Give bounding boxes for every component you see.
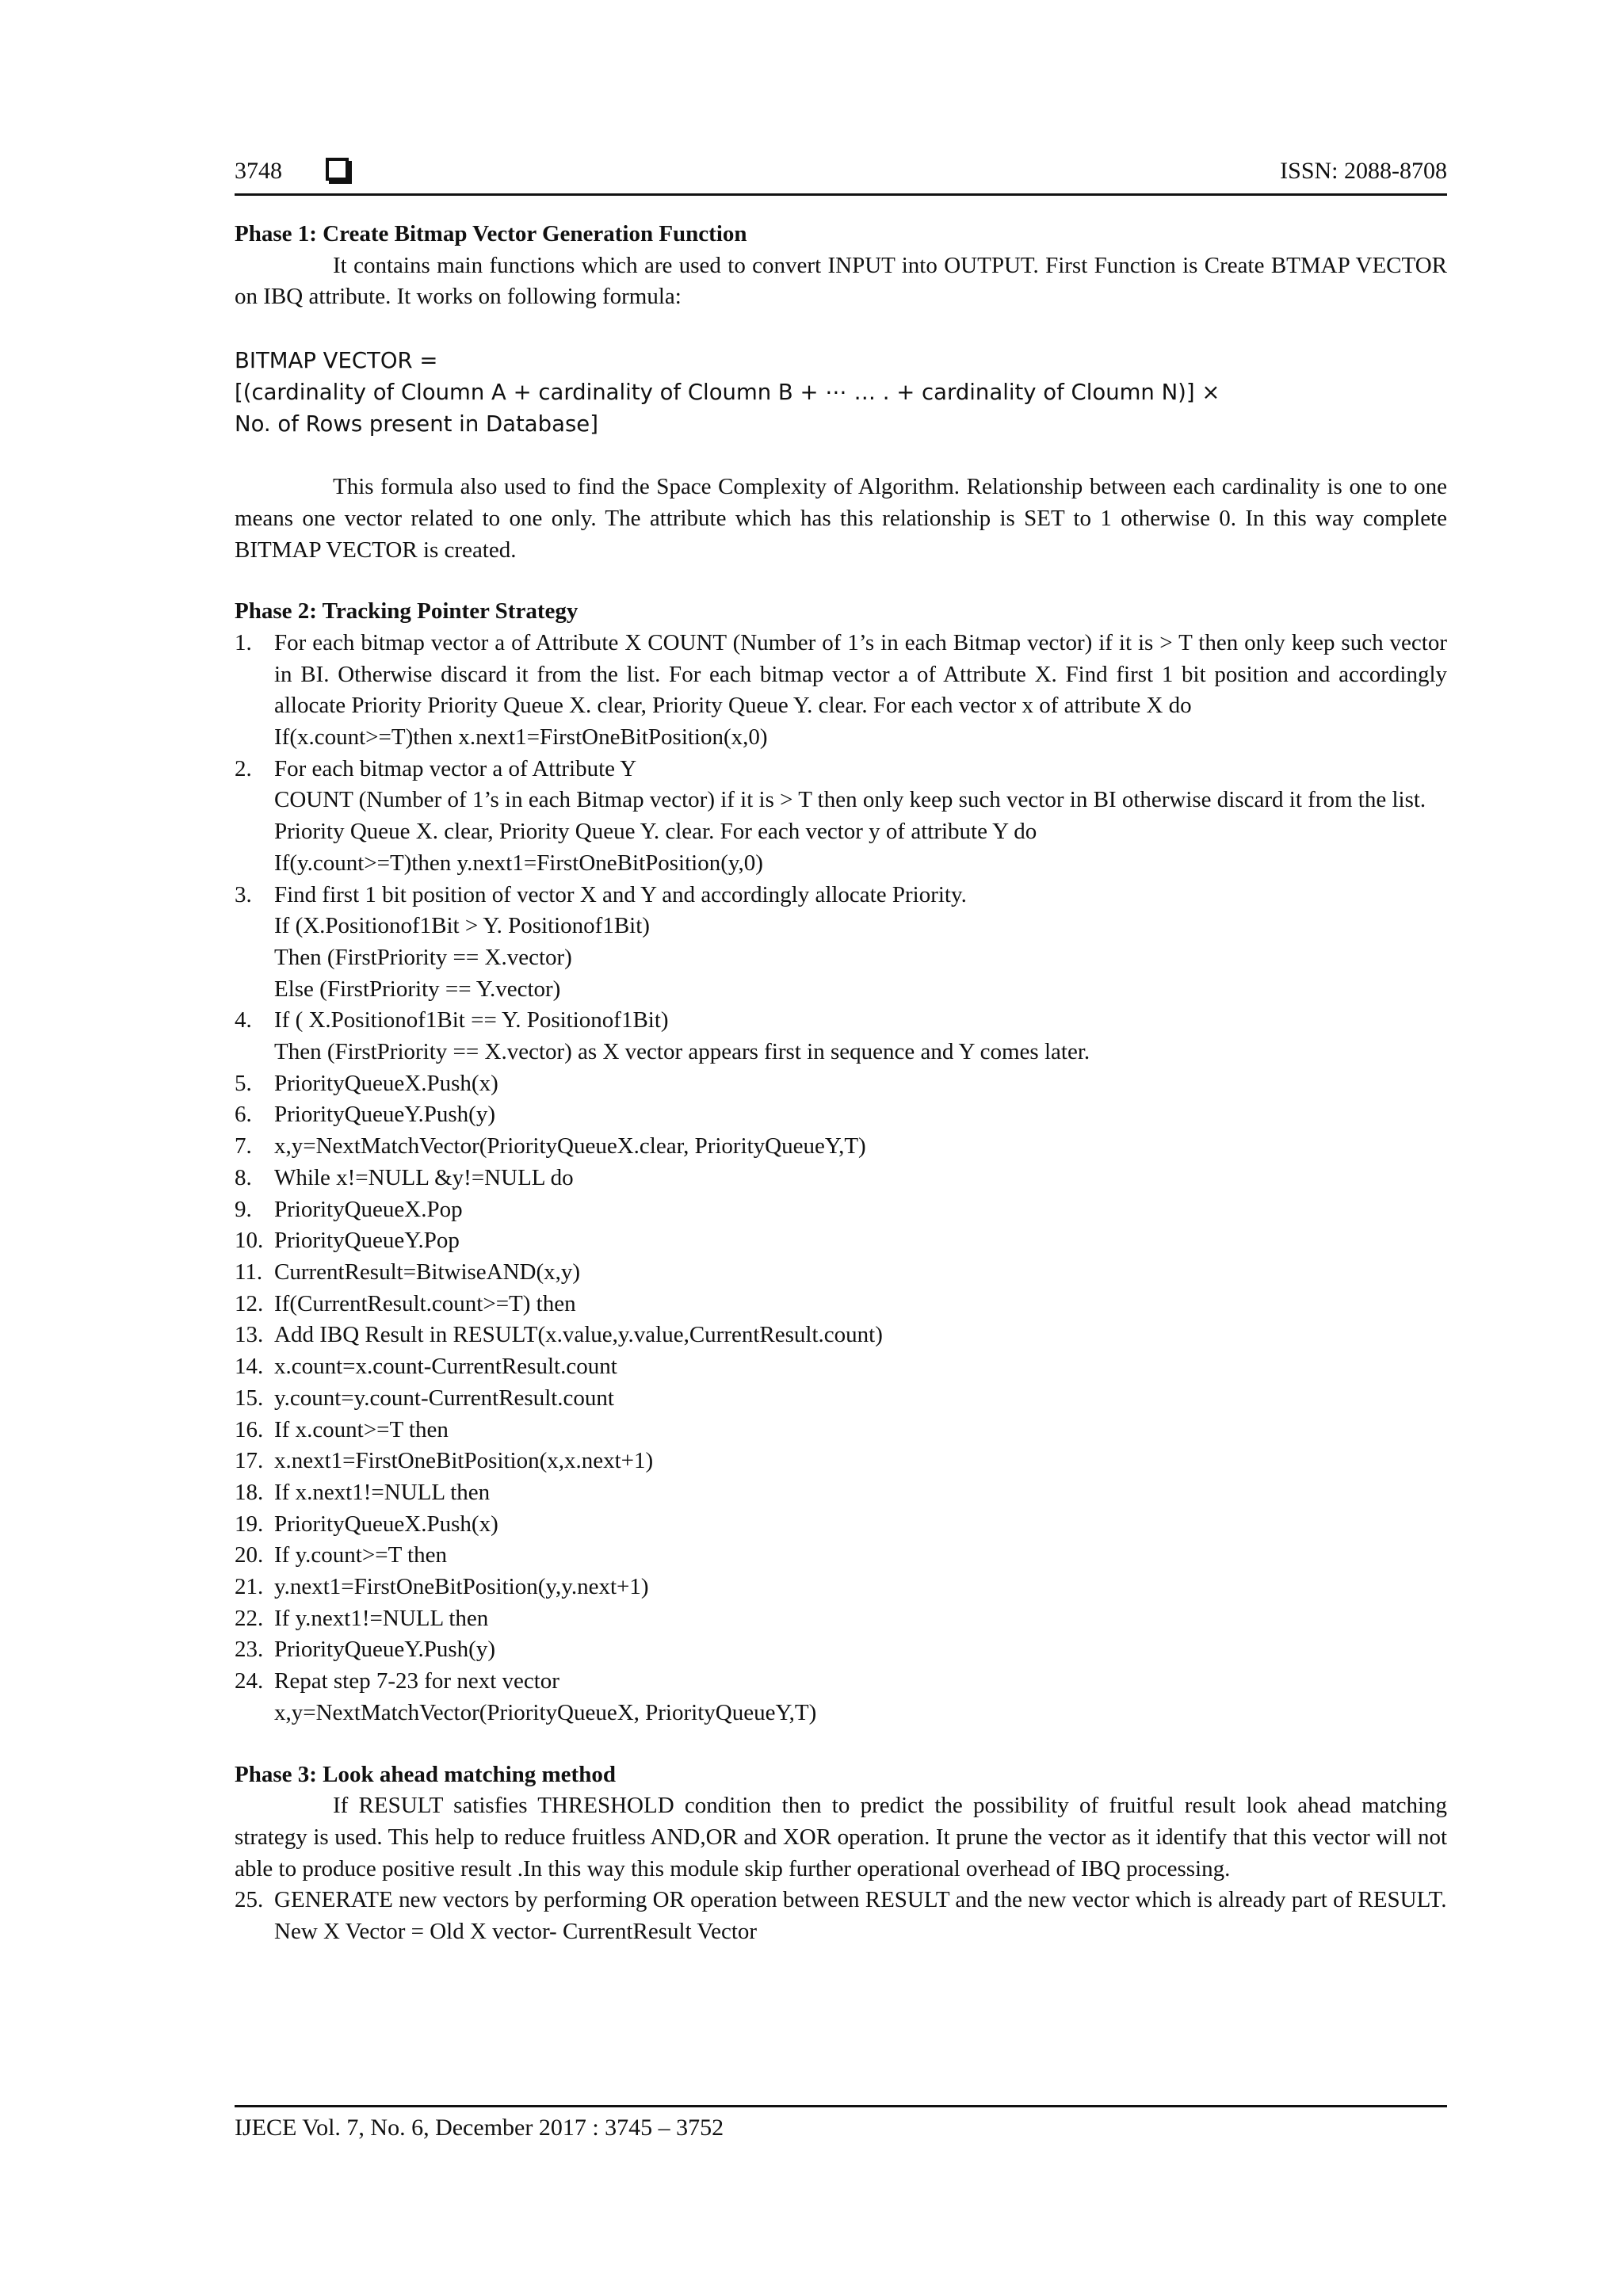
phase3-heading: Phase 3: Look ahead matching method [235,1761,616,1787]
list-item [235,1603,1447,1635]
step-line: Else (FirstPriority == Y.vector) [274,976,561,1002]
step-line: x.count=x.count-CurrentResult.count [274,1354,617,1380]
list-item [235,1509,1447,1541]
step-line: If (X.Positionof1Bit > Y. Positionof1Bit) [274,913,650,939]
step-line: Find first 1 bit position of vector X and Y and accordingly allocate Priority. [274,881,967,907]
list-item [235,1446,1447,1477]
step-number: 15. [235,1385,264,1411]
phase3-step-list [235,1885,1447,1916]
step-line: COUNT (Number of 1’s in each Bitmap vector) if it is > T then only keep such vector in BI otherwise discard it from the list. [274,787,1426,813]
step-number: 25. [235,1887,264,1913]
journal-citation: IJECE Vol. 7, No. 6, December 2017 : 3745 – 3752 [235,2115,724,2141]
step-number: 6. [235,1102,252,1128]
bitmap-formula [235,345,1447,440]
list-item [235,1383,1447,1415]
page-footer [235,2105,1447,2144]
issn-label: ISSN: 2088-8708 [1280,158,1447,184]
step-line: Then (FirstPriority == X.vector) as X vector appears first in sequence and Y comes later. [274,1039,1090,1065]
list-item [235,1068,1447,1100]
list-item [235,1257,1447,1289]
step-line: Then (FirstPriority == X.vector) [274,944,572,970]
step-number: 10. [235,1228,264,1254]
list-item [235,1415,1447,1446]
step-line: Priority Queue X. clear, Priority Queue Y. clear. For each vector y of attribute Y do [274,819,1037,845]
step-line: While x!=NULL &y!=NULL do [274,1164,574,1190]
step-line: If y.count>=T then [274,1542,447,1568]
page-header [235,155,1447,197]
header-rule [235,193,1447,196]
list-item [235,1885,1447,1916]
step-line: New X Vector = Old X vector- CurrentResult Vector [274,1919,758,1945]
step-number: 22. [235,1605,264,1631]
step-number: 12. [235,1290,264,1316]
spacer [235,313,1447,345]
list-item [235,754,1447,880]
step-line: x,y=NextMatchVector(PriorityQueueX.clear, PriorityQueueY,T) [274,1133,866,1159]
step-number: 19. [235,1511,264,1537]
step-number: 1. [235,629,252,655]
formula-line: BITMAP VECTOR = [235,348,438,374]
step-line: y.next1=FirstOneBitPosition(y,y.next+1) [274,1574,649,1600]
step-number: 23. [235,1637,264,1663]
step-line: PriorityQueueX.Push(x) [274,1070,498,1096]
list-item [235,1540,1447,1572]
step-line: PriorityQueueY.Push(y) [274,1102,495,1128]
step-line: CurrentResult=BitwiseAND(x,y) [274,1259,581,1285]
article-body [235,219,1447,1948]
phase1-heading: Phase 1: Create Bitmap Vector Generation Function [235,221,747,246]
step-number: 13. [235,1322,264,1348]
list-item [235,1194,1447,1226]
step-number: 20. [235,1542,264,1568]
list-item [235,628,1447,754]
list-item [235,1131,1447,1163]
step-line: PriorityQueueY.Push(y) [274,1637,495,1663]
step-line: If(y.count>=T)then y.next1=FirstOneBitPosition(y,0) [274,850,763,876]
step-line: PriorityQueueX.Push(x) [274,1511,498,1537]
list-item [235,1351,1447,1383]
step-number: 3. [235,881,252,907]
step-number: 8. [235,1164,252,1190]
step-line: For each bitmap vector a of Attribute Y [274,755,637,781]
step-line: PriorityQueueY.Pop [274,1228,460,1254]
list-item [235,1289,1447,1320]
spacer [235,1729,1447,1759]
list-item [235,1099,1447,1131]
step-line: If x.count>=T then [274,1416,449,1442]
step-number: 14. [235,1354,264,1380]
step-number: 16. [235,1416,264,1442]
step-number: 17. [235,1448,264,1474]
list-item [235,1163,1447,1194]
step-line: Repat step 7-23 for next vector [274,1668,559,1694]
step-line: If ( X.Positionof1Bit == Y. Positionof1Bit) [274,1007,669,1033]
step-line: If(CurrentResult.count>=T) then [274,1290,576,1316]
footer-rule [235,2105,1447,2107]
phase2-step-list [235,628,1447,1729]
list-item [235,1666,1447,1729]
list-item [235,1572,1447,1603]
step-number: 2. [235,755,252,781]
list-item [235,1320,1447,1351]
step-line: GENERATE new vectors by performing OR operation between RESULT and the new vector which is already part of RESULT. [274,1887,1447,1913]
step-line: If x.next1!=NULL then [274,1479,491,1505]
list-item [235,880,1447,1006]
step-line: PriorityQueueX.Pop [274,1196,463,1222]
spacer [235,440,1447,472]
page-number: 3748 [235,158,282,184]
step-number: 11. [235,1259,263,1285]
list-item [235,1225,1447,1257]
step-line: For each bitmap vector a of Attribute X COUNT (Number of 1’s in each Bitmap vector) if it is > T then only keep such vector in BI. Otherwise discard it from the list. For each bitmap vector a of Attribute X. Find first 1 bit position and accordingly allocate Priority Priority Queue X. clear, Priority Queue Y. clear. For each vector x of attribute X do [274,629,1447,719]
step-number: 5. [235,1070,252,1096]
step-number: 21. [235,1574,264,1600]
step-line: x.next1=FirstOneBitPosition(x,x.next+1) [274,1448,654,1474]
formula-line: [(cardinality of Cloumn A + cardinality of Cloumn B + ⋯ … . + cardinality of Cloumn N)] × [235,380,1220,406]
step-number: 7. [235,1133,252,1159]
step-number: 9. [235,1196,252,1222]
list-item [235,1005,1447,1068]
step-number: 24. [235,1668,264,1694]
step-line: x,y=NextMatchVector(PriorityQueueX, PriorityQueueY,T) [274,1699,817,1725]
step-number: 18. [235,1479,264,1505]
step-line: If y.next1!=NULL then [274,1605,489,1631]
step-line: If(x.count>=T)then x.next1=FirstOneBitPosition(x,0) [274,724,768,751]
step-line: y.count=y.count-CurrentResult.count [274,1385,614,1411]
formula-line: No. of Rows present in Database] [235,411,598,437]
step-line: Add IBQ Result in RESULT(x.value,y.value,CurrentResult.count) [274,1322,883,1348]
list-item [235,1477,1447,1509]
checkbox-square-icon [326,158,349,181]
phase1-paragraph-2: This formula also used to find the Space Complexity of Algorithm. Relationship between each cardinality is one to one means one vector related to one only. The attribute which has this relationship is SET to 1 otherwise 0. In this way complete BITMAP VECTOR is created. [235,474,1447,563]
list-item [235,1634,1447,1666]
phase3-paragraph: If RESULT satisfies THRESHOLD condition then to predict the possibility of fruitful result look ahead matching strategy is used. This help to reduce fruitless AND,OR and XOR operation. It prune the vector as it identify that this vector will not able to produce positive result .In this way this module skip further operational overhead of IBQ processing. [235,1793,1447,1881]
phase2-heading: Phase 2: Tracking Pointer Strategy [235,598,579,625]
spacer [235,566,1447,596]
step-number: 4. [235,1007,252,1033]
phase1-paragraph-1: It contains main functions which are used to convert INPUT into OUTPUT. First Function is Create BTMAP VECTOR on IBQ attribute. It works on following formula: [235,252,1447,310]
